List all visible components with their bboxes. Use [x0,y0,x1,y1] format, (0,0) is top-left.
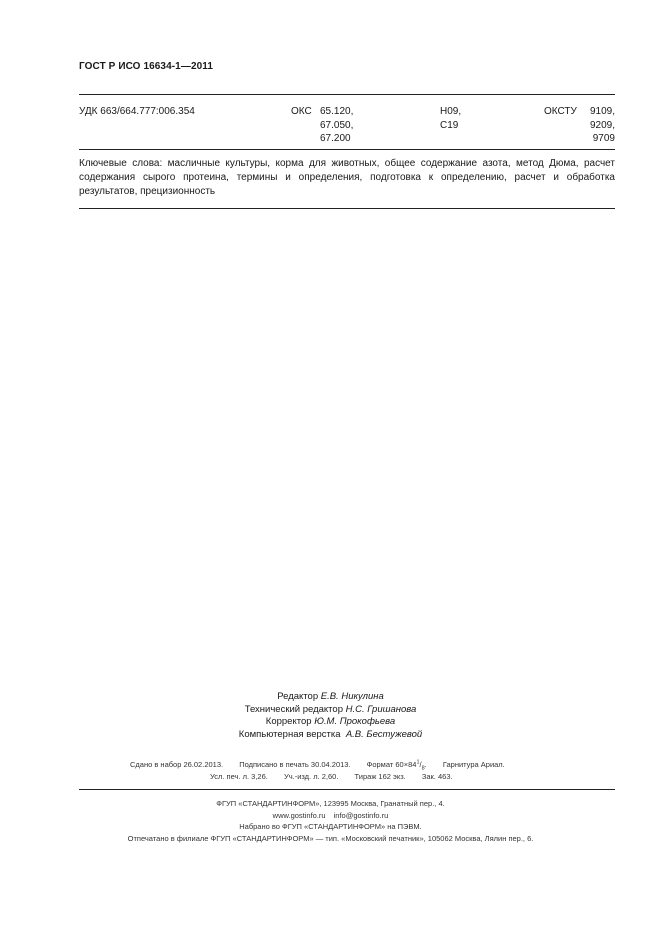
okstu-value: 9709 [592,133,615,144]
editor-line [0,729,661,742]
contacts-line [0,810,661,822]
website-link[interactable]: www.gostinfo.ru [272,810,326,820]
publishing-sheets: Уч.-изд. л. 2,60. [283,772,339,781]
typeset-note: Набрано во ФГУП «СТАНДАРТИНФОРМ» на ПЭВМ. [239,822,422,831]
middle-divider [79,149,615,150]
printed-note: Отпечатано в филиале ФГУП «СТАНДАРТИНФОРМ» — тип. «Московский печатник», 105062 Москва, Лялин пер., 6. [127,833,534,843]
udk-code: УДК 663/664.777:006.354 [79,106,195,117]
editors-block [0,691,661,741]
oks-value: 67.050, [320,119,354,131]
footer-block [0,798,661,844]
print-run: Тираж 162 экз. [354,772,406,781]
format-denominator: 8 [421,765,425,771]
editor-name: Н.С. Гришанова [345,703,417,715]
okstu-value: 9209, [589,119,615,131]
footer-divider [79,789,615,790]
top-divider [79,94,615,95]
oks-label: ОКС [291,106,312,117]
editor-role: Редактор [277,691,319,702]
e-code: Н09, [440,106,462,117]
oks-values [320,105,353,146]
publication-line-1 [130,759,519,771]
e-codes [440,105,461,132]
submitted-date: Сдано в набор 26.02.2013. [130,759,224,769]
standard-header: ГОСТ Р ИСО 16634-1—2011 [79,61,214,72]
e-code: С19 [440,119,459,131]
format-prefix: Формат 60×84 [366,759,417,769]
paper-format: Формат $60\times 84^1/_8$. [366,759,427,771]
editor-name: Ю.М. Прокофьева [314,716,396,727]
editor-line [0,704,661,717]
editor-name: Е.В. Никулина [320,691,384,702]
okstu-values [585,105,615,146]
okstu-label: ОКСТУ [544,106,577,117]
okstu-value: 9109, [589,106,615,117]
signed-date: Подписано в печать 30.04.2013. [239,759,351,769]
typeface: Гарнитура Ариал. [442,759,505,769]
editor-role: Компьютерная верстка [238,728,341,740]
format-numerator: 1 [416,759,420,765]
editor-role: Корректор [265,716,312,727]
editor-name: А.В. Бестужевой [345,728,423,740]
keywords-divider [79,208,615,209]
oks-value: 67.200 [320,133,351,144]
editor-line [0,716,661,729]
publication-line-2 [210,772,467,781]
email-link[interactable]: info@gostinfo.ru [333,810,389,820]
printed-sheets: Усл. печ. л. 3,26. [210,772,268,781]
order-number: Зак. 463. [421,772,453,781]
editor-role: Технический редактор [244,703,343,715]
publisher-address: ФГУП «СТАНДАРТИНФОРМ», 123995 Москва, Гранатный пер., 4. [216,799,445,808]
editor-line [0,691,661,704]
keywords-paragraph: Ключевые слова: масличные культуры, корма для животных, общее содержание азота, метод Дюма, расчет содержания сырого протеина, термины и определения, подготовка к определению, расчет и обработка результатов, прецизионность [79,158,615,197]
oks-value: 65.120, [320,106,354,117]
